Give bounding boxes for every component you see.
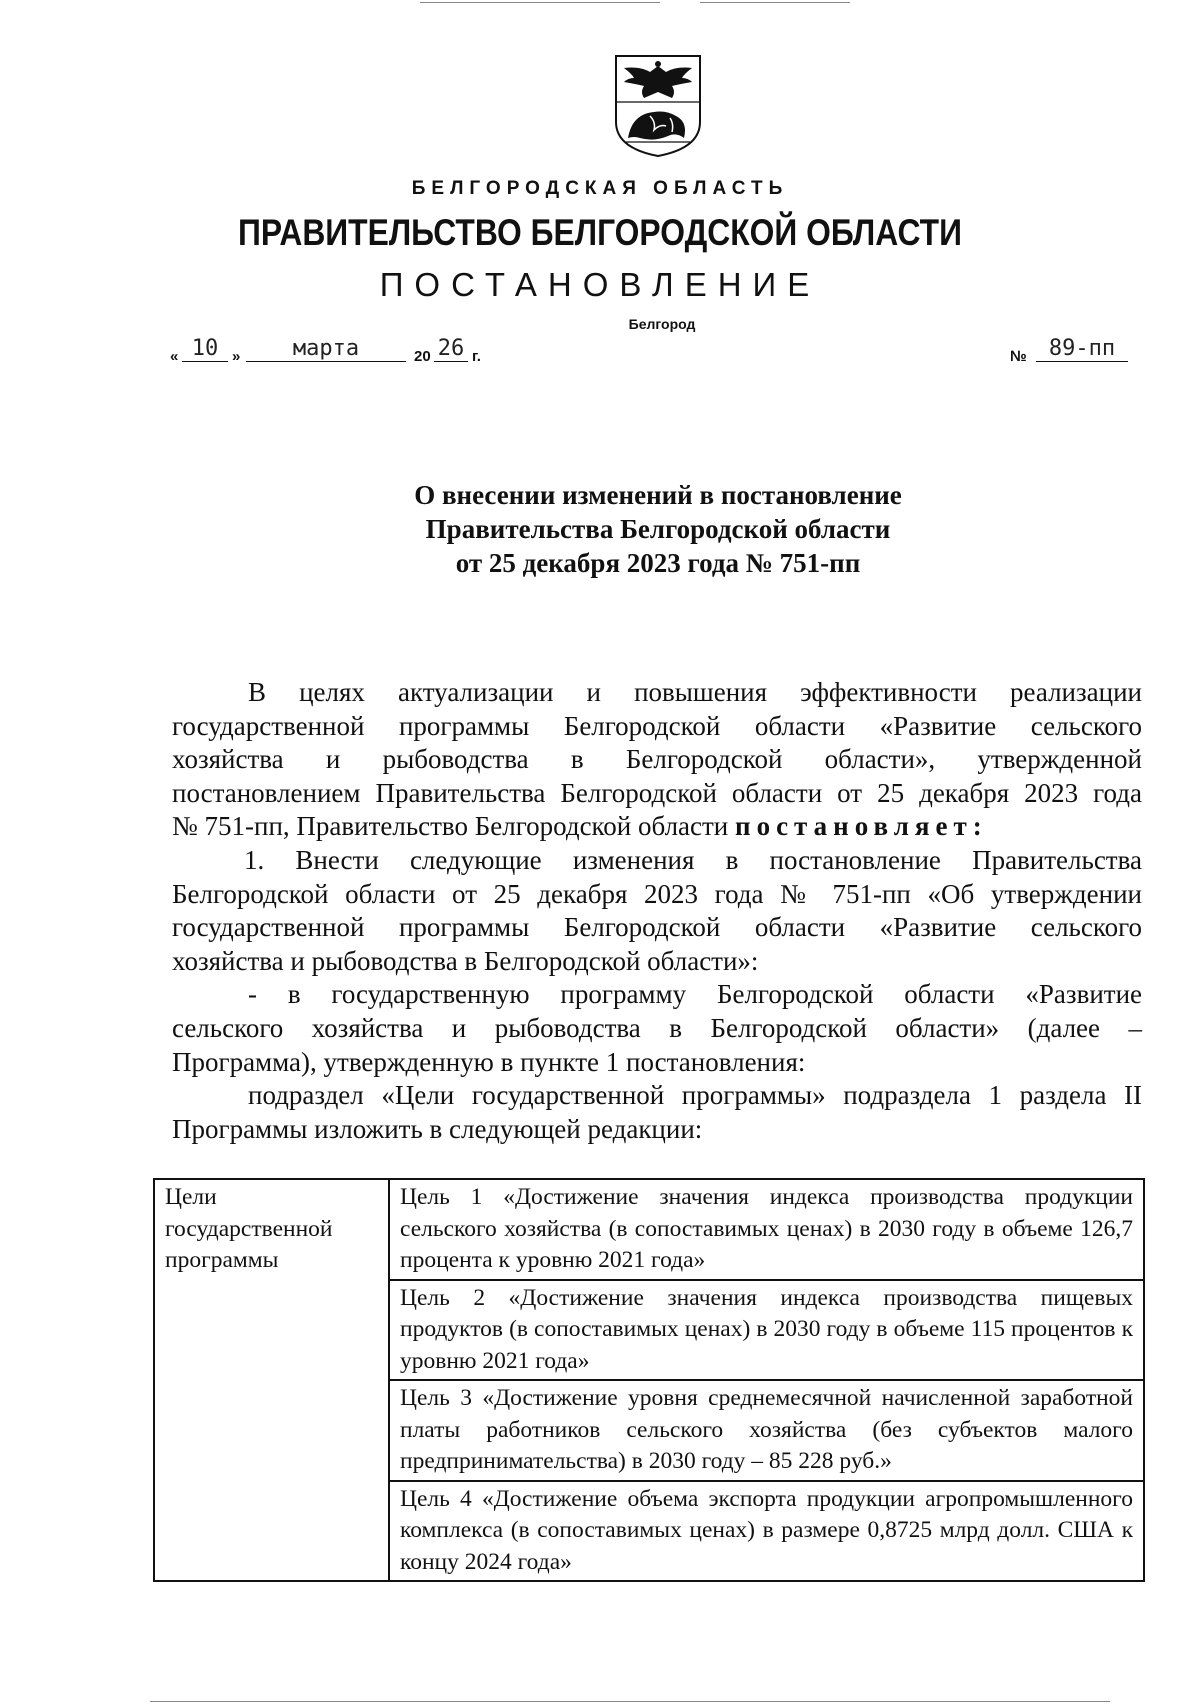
goal-cell: Цель 1 «Достижение значения индекса производства продукции сельского хозяйства (в сопоставимых ценах) в 2030 году в объеме 126,7 процента к уровню 2021 года» xyxy=(389,1179,1144,1280)
goal-cell: Цель 3 «Достижение уровня среднемесячной начисленной заработной платы работников сельского хозяйства (без субъектов малого предпринимательства) в 2030 году – 85 228 руб.» xyxy=(389,1380,1144,1481)
city-name: Белгород xyxy=(628,316,696,332)
paragraph-line: В целях актуализации и повышения эффективности реализации xyxy=(248,677,1142,707)
title-line: от 25 декабря 2023 года № 751-пп xyxy=(455,548,861,578)
document-body xyxy=(172,676,1142,1146)
paragraph-line: - в государственную программу Белгородской области «Развитие xyxy=(248,979,1142,1010)
goal-cell: Цель 2 «Достижение значения индекса производства пищевых продуктов (в сопоставимых ценах) в 2030 году в объеме 115 процентов к уровню 2021 года» xyxy=(389,1280,1144,1381)
title-line: Правительства Белгородской области xyxy=(425,514,891,544)
goals-table xyxy=(153,1178,1145,1582)
date-close-quote: » xyxy=(232,348,241,365)
date-year-prefix: 20 xyxy=(414,348,431,365)
paragraph-line: Программа), утвержденную в пункте 1 постановления: xyxy=(172,1046,806,1077)
coat-of-arms-emblem xyxy=(610,52,706,158)
paragraph-line: хозяйства и рыбоводства в Белгородской области», утвержденной xyxy=(172,744,1142,775)
government-name: ПРАВИТЕЛЬСТВО БЕЛГОРОДСКОЙ ОБЛАСТИ xyxy=(238,212,962,253)
date-year-suffix: 26 xyxy=(434,336,468,362)
paragraph-line: подраздел «Цели государственной программы» подраздела 1 раздела II xyxy=(248,1080,1142,1111)
number-label: № xyxy=(1010,348,1027,365)
paragraph-line: сельского хозяйства и рыбоводства в Белгородской области» (далее – xyxy=(172,1012,1142,1043)
paragraph-line: государственной программы Белгородской области «Развитие сельского xyxy=(172,710,1142,741)
document-number: 89-пп xyxy=(1036,336,1128,362)
region-name: БЕЛГОРОДСКАЯ ОБЛАСТЬ xyxy=(411,178,789,199)
table-row xyxy=(154,1179,1144,1280)
date-day: 10 xyxy=(182,336,228,362)
paragraph-line: Программы изложить в следующей редакции: xyxy=(172,1113,703,1144)
date-month: марта xyxy=(246,336,406,362)
date-open-quote: « xyxy=(170,348,179,365)
paragraph-line: государственной программы Белгородской области «Развитие сельского xyxy=(172,912,1142,943)
paragraph-line xyxy=(172,810,1142,844)
scan-artifact-top-2 xyxy=(700,2,850,3)
title-line: О внесении изменений в постановление xyxy=(414,480,902,510)
paragraph-text: № 751-пп, Правительство Белгородской области xyxy=(172,811,736,842)
document-title xyxy=(0,478,1200,580)
paragraph-line: Белгородской области от 25 декабря 2023 года № 751-пп «Об утверждении xyxy=(172,878,1142,909)
decides-keyword: постановляет: xyxy=(735,811,988,842)
goals-label-cell: Цели государственной программы xyxy=(154,1179,389,1581)
paragraph-line: 1. Внести следующие изменения в постановление Правительства xyxy=(244,844,1142,875)
scan-artifact-top xyxy=(420,2,660,3)
paragraph-line: постановлением Правительства Белгородской области от 25 декабря 2023 года xyxy=(172,777,1142,808)
date-year-mark: г. xyxy=(472,348,481,365)
document-type: ПОСТАНОВЛЕНИЕ xyxy=(379,266,821,303)
scan-artifact-bottom xyxy=(150,1701,1110,1702)
goal-cell: Цель 4 «Достижение объема экспорта продукции агропромышленного комплекса (в сопоставимых ценах) в размере 0,8725 млрд долл. США к концу 2024 года» xyxy=(389,1481,1144,1582)
paragraph-line: хозяйства и рыбоводства в Белгородской области»: xyxy=(172,945,759,976)
